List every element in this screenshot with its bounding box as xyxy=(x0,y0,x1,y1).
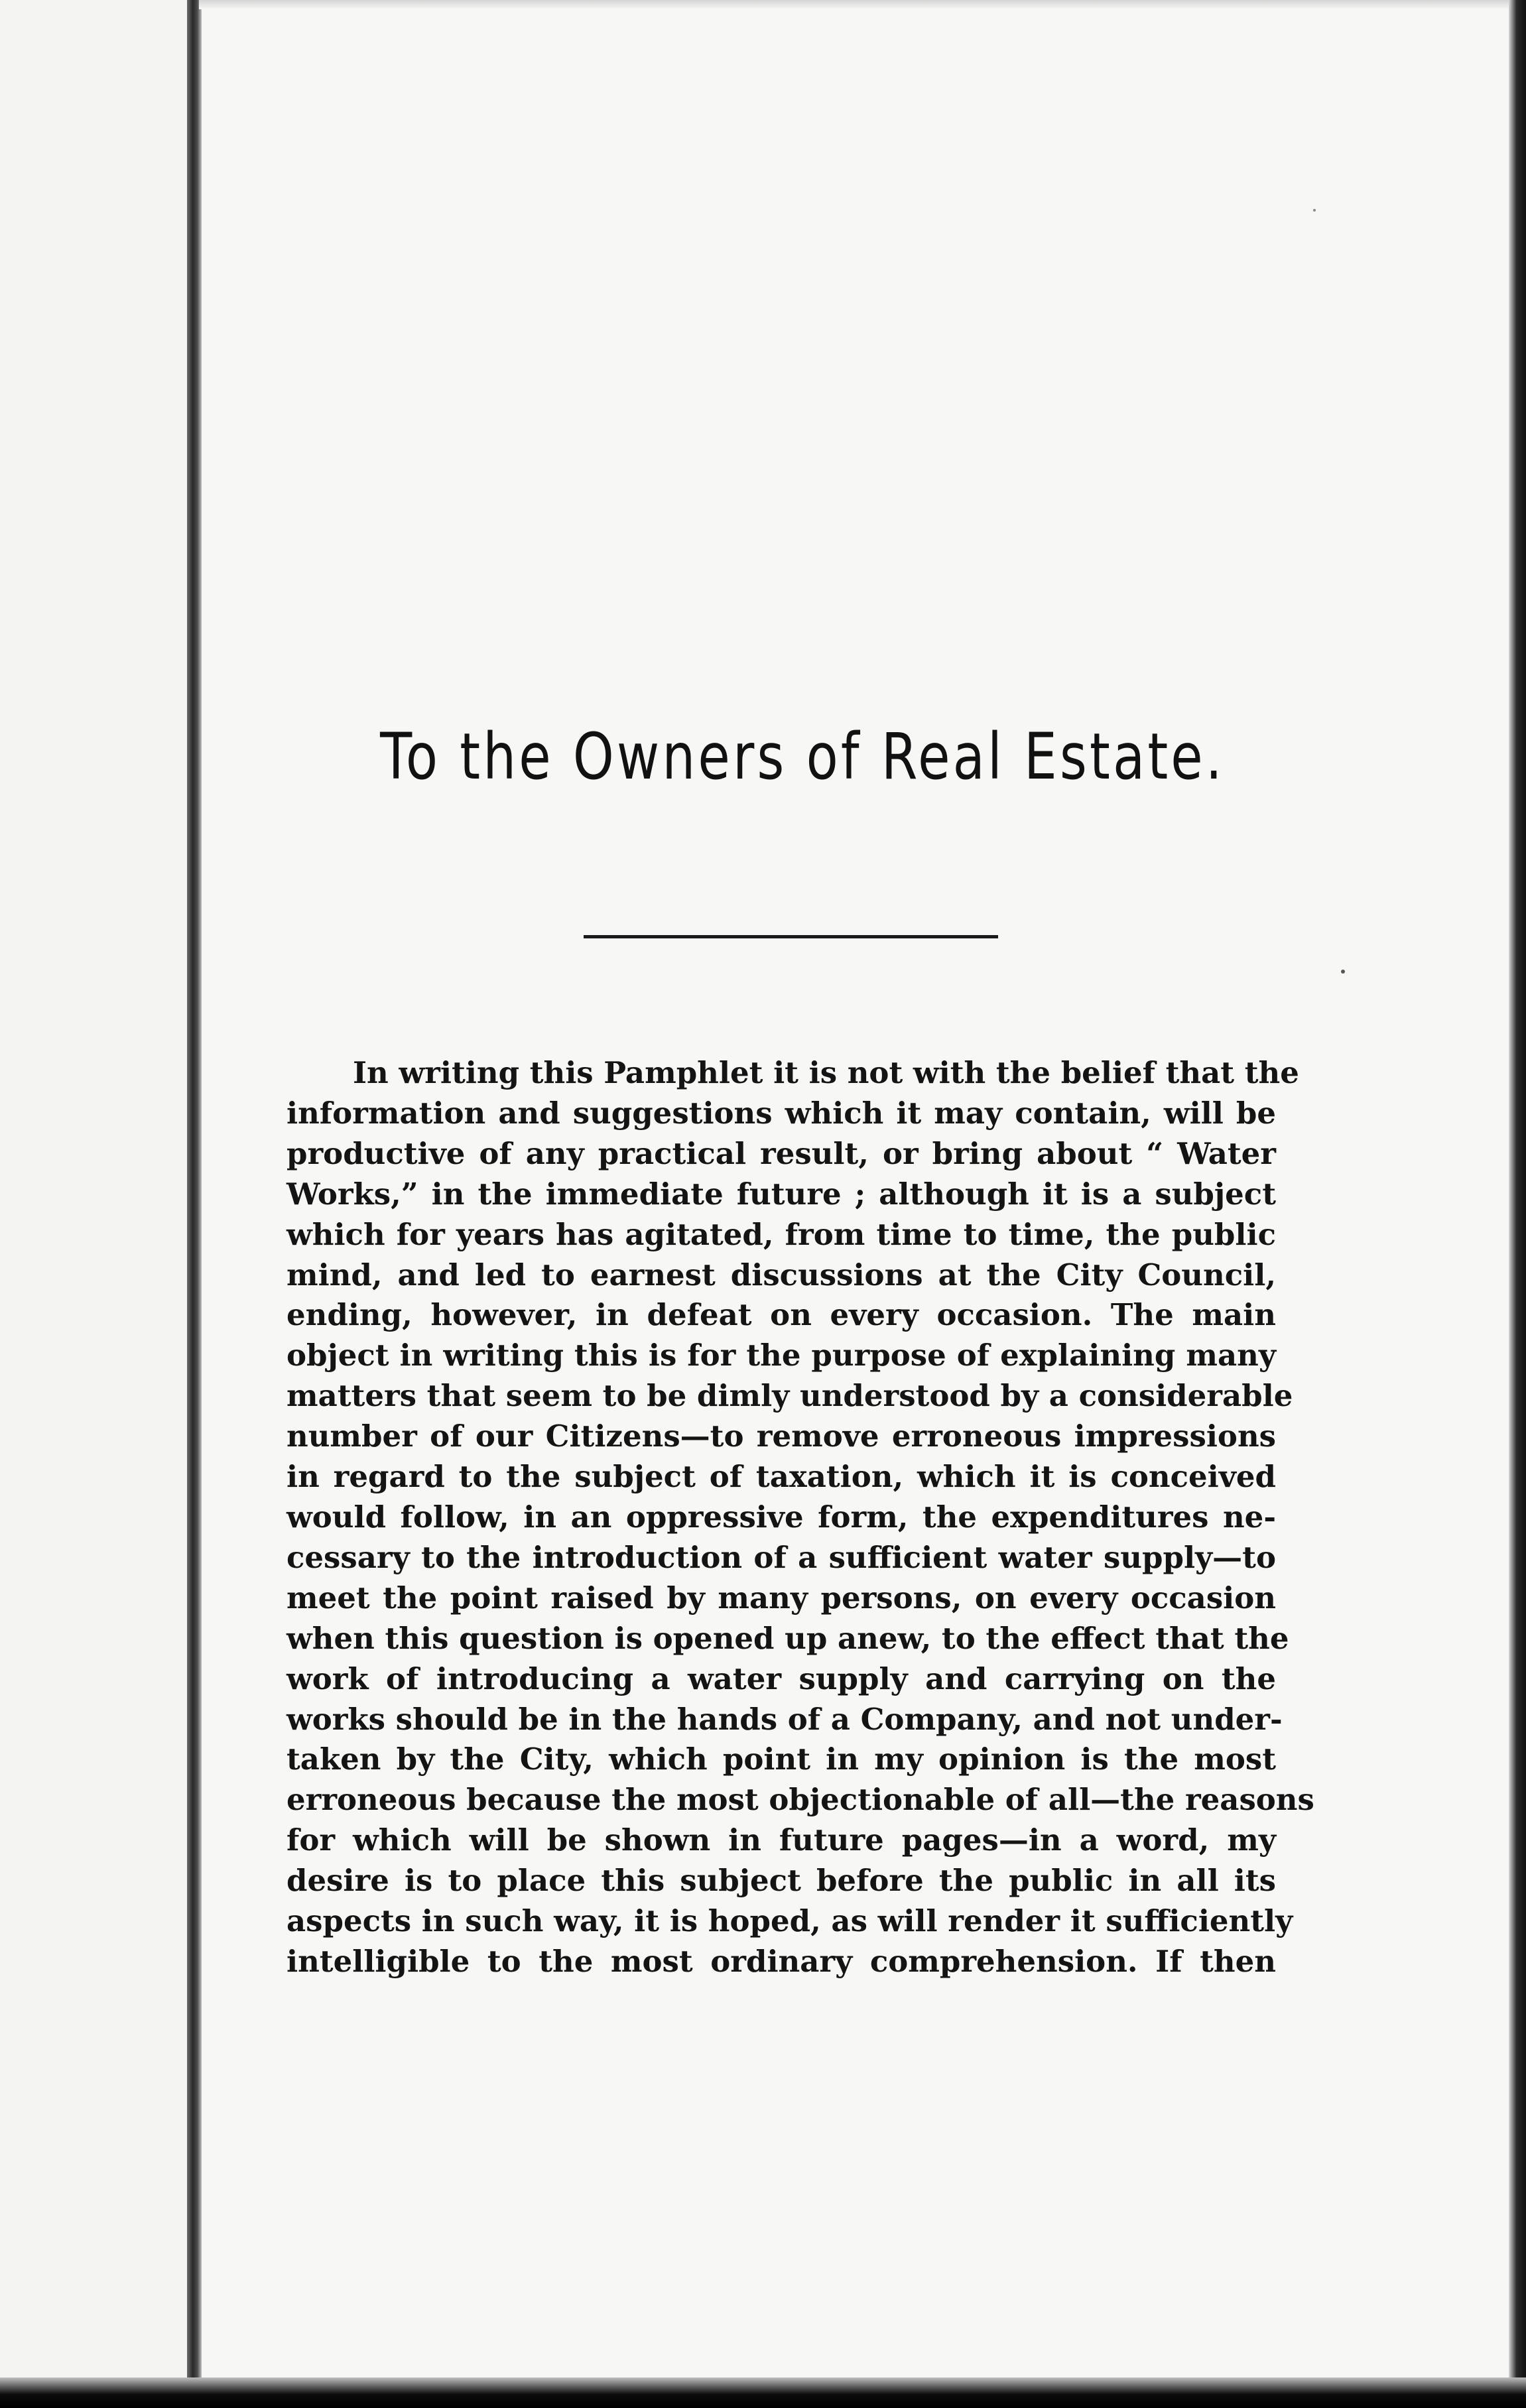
paragraph-line: for which will be shown in future pages—in a word, my xyxy=(286,1822,1276,1858)
paragraph-line: meet the point raised by many persons, on every occasion xyxy=(286,1580,1276,1616)
paragraph-line: would follow, in an oppressive form, the expenditures ne- xyxy=(286,1499,1276,1535)
paragraph-line: number of our Citizens—to remove erroneous impressions xyxy=(286,1419,1276,1454)
paragraph-line: erroneous because the most objectionable of all—the reasons xyxy=(286,1782,1314,1818)
paragraph-line: aspects in such way, it is hoped, as will render it sufficiently xyxy=(286,1903,1293,1939)
paragraph-line: productive of any practical result, or bring about “ Water xyxy=(286,1135,1276,1171)
title-divider xyxy=(584,935,998,938)
paragraph-line: taken by the City, which point in my opinion is the most xyxy=(286,1742,1276,1777)
paragraph-line: desire is to place this subject before the public in all its xyxy=(286,1863,1276,1899)
paragraph-line: intelligible to the most ordinary comprehension. If then xyxy=(286,1943,1276,1979)
body-paragraph xyxy=(286,1053,1314,1982)
paragraph-line: mind, and led to earnest discussions at the City Council, xyxy=(286,1257,1276,1293)
paragraph-line: which for years has agitated, from time to time, the public xyxy=(286,1216,1276,1252)
paragraph-line: matters that seem to be dimly understood by a considerable xyxy=(286,1378,1293,1414)
paragraph-line: work of introducing a water supply and carrying on the xyxy=(286,1661,1276,1696)
paragraph-line: Works,” in the immediate future ; although it is a subject xyxy=(286,1176,1276,1212)
page-title: To the Owners of Real Estate. xyxy=(380,720,1225,794)
paragraph-line: cessary to the introduction of a sufficient water supply—to xyxy=(286,1539,1276,1575)
paragraph-line: object in writing this is for the purpose of explaining many xyxy=(286,1338,1276,1373)
paragraph-line: ending, however, in defeat on every occasion. The main xyxy=(286,1297,1276,1333)
paragraph-line: information and suggestions which it may contain, will be xyxy=(286,1095,1276,1131)
paragraph-line: works should be in the hands of a Company, and not under- xyxy=(286,1701,1283,1737)
paragraph-line: In writing this Pamphlet it is not with the belief that the xyxy=(353,1055,1299,1090)
paragraph-line: in regard to the subject of taxation, which it is conceived xyxy=(286,1459,1276,1495)
paragraph-line: when this question is opened up anew, to the effect that the xyxy=(286,1620,1289,1656)
